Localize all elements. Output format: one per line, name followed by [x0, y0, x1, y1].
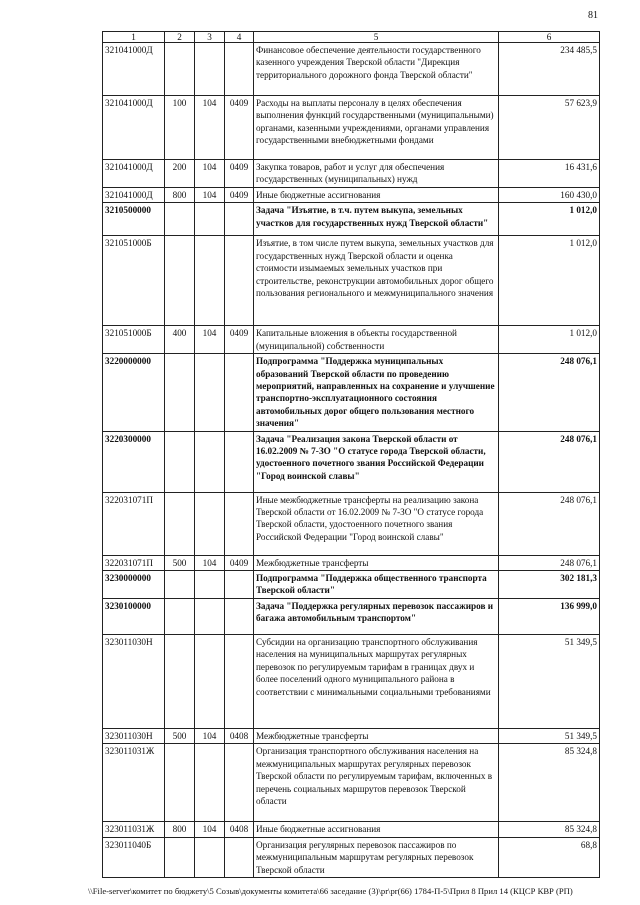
row-expense-type: 200	[165, 160, 195, 188]
row-expense-type	[165, 43, 195, 96]
row-section-code	[225, 236, 254, 326]
row-amount: 57 623,9	[499, 96, 600, 160]
row-amount: 302 181,3	[499, 571, 600, 599]
table-row	[103, 354, 600, 431]
row-description: Организация транспортного обслуживания населения на межмуниципальных маршрутах регулярных перевозок Тверской области по регулируемым тарифам, включенных в перечень социальных маршрутов перевозок Тверской области	[254, 744, 499, 822]
row-description: Подпрограмма "Поддержка общественного транспорта Тверской области"	[254, 571, 499, 599]
row-description: Субсидии на организацию транспортного обслуживания населения на муниципальных маршрутах регулярных перевозок по регулируемым тарифам в границах двух и более поселений одного муниципального района в соответствии с минимальными социальными требованиями	[254, 634, 499, 728]
row-description: Капитальные вложения в объекты государственной (муниципальной) собственности	[254, 326, 499, 354]
row-expense-type: 800	[165, 822, 195, 837]
row-amount: 85 324,8	[499, 744, 600, 822]
row-amount: 136 999,0	[499, 598, 600, 634]
row-section-code	[225, 492, 254, 555]
row-amount: 1 012,0	[499, 326, 600, 354]
table-row	[103, 492, 600, 555]
row-amount: 51 349,5	[499, 634, 600, 728]
table-row	[103, 326, 600, 354]
table-row	[103, 236, 600, 326]
row-expense-type: 500	[165, 728, 195, 743]
file-path-footer: \\File-server\комитет по бюджету\5 Созыв\документы комитета\66 заседание (3)\pr\pr(66) 1784-П-5\Прил 8 Прил 14 (КЦСР КВР (РП)	[88, 886, 573, 896]
column-header-1: 1	[103, 32, 165, 43]
row-description: Закупка товаров, работ и услуг для обеспечения государственных (муниципальных) нужд	[254, 160, 499, 188]
row-admin-code: 104	[195, 555, 225, 570]
row-section-code: 0409	[225, 326, 254, 354]
row-amount: 248 076,1	[499, 555, 600, 570]
row-amount: 68,8	[499, 837, 600, 877]
row-admin-code	[195, 571, 225, 599]
table-row	[103, 728, 600, 743]
table-row	[103, 555, 600, 570]
row-code: 3230000000	[103, 571, 165, 599]
row-code: 3230100000	[103, 598, 165, 634]
row-admin-code: 104	[195, 326, 225, 354]
row-admin-code: 104	[195, 160, 225, 188]
row-description: Иные межбюджетные трансферты на реализацию закона Тверской области от 16.02.2009 № 7-ЗО "О статусе города Тверской области, удостоенного почетного звания Российской Федерации "Город воинской славы"	[254, 492, 499, 555]
row-description: Изъятие, в том числе путем выкупа, земельных участков для государственных нужд Тверской области и оценка стоимости изымаемых земельных участков при строительстве, реконструкции автомобильных дорог общего пользования регионального и межмуниципального значения	[254, 236, 499, 326]
row-amount: 248 076,1	[499, 492, 600, 555]
row-amount: 51 349,5	[499, 728, 600, 743]
row-admin-code: 104	[195, 96, 225, 160]
row-code: 323011031Ж	[103, 744, 165, 822]
row-expense-type: 100	[165, 96, 195, 160]
row-amount: 16 431,6	[499, 160, 600, 188]
row-description: Иные бюджетные ассигнования	[254, 822, 499, 837]
row-description: Межбюджетные трансферты	[254, 555, 499, 570]
row-admin-code	[195, 354, 225, 431]
row-description: Иные бюджетные ассигнования	[254, 188, 499, 203]
row-expense-type	[165, 203, 195, 236]
row-expense-type	[165, 744, 195, 822]
row-expense-type	[165, 837, 195, 877]
row-admin-code	[195, 634, 225, 728]
row-code: 321041000Д	[103, 43, 165, 96]
row-expense-type	[165, 634, 195, 728]
column-header-4: 4	[225, 32, 254, 43]
row-code: 321041000Д	[103, 96, 165, 160]
row-section-code: 0409	[225, 555, 254, 570]
row-code: 321041000Д	[103, 188, 165, 203]
table-row	[103, 598, 600, 634]
table-row	[103, 160, 600, 188]
row-expense-type: 400	[165, 326, 195, 354]
row-admin-code	[195, 837, 225, 877]
row-admin-code	[195, 431, 225, 492]
row-section-code: 0408	[225, 822, 254, 837]
row-admin-code: 104	[195, 822, 225, 837]
row-amount: 160 430,0	[499, 188, 600, 203]
row-section-code	[225, 744, 254, 822]
page-number: 81	[588, 10, 598, 21]
row-admin-code: 104	[195, 728, 225, 743]
row-amount: 248 076,1	[499, 431, 600, 492]
row-section-code	[225, 354, 254, 431]
row-description: Организация регулярных перевозок пассажиров по межмуниципальным маршрутам регулярных перевозок Тверской области	[254, 837, 499, 877]
row-section-code: 0409	[225, 96, 254, 160]
column-header-3: 3	[195, 32, 225, 43]
table-row	[103, 203, 600, 236]
row-admin-code	[195, 492, 225, 555]
table-row	[103, 822, 600, 837]
row-description: Подпрограмма "Поддержка муниципальных образований Тверской области по проведению мероприятий, направленных на сохранение и улучшение транспортно-эксплуатационного состояния автомобильных дорог общего пользования местного значения"	[254, 354, 499, 431]
row-section-code	[225, 43, 254, 96]
row-code: 322031071П	[103, 492, 165, 555]
row-code: 321051000Б	[103, 236, 165, 326]
row-description: Задача "Изъятие, в т.ч. путем выкупа, земельных участков для государственных нужд Тверской области"	[254, 203, 499, 236]
header-row	[103, 32, 600, 43]
row-section-code	[225, 598, 254, 634]
row-description: Задача "Поддержка регулярных перевозок пассажиров и багажа автомобильным транспортом"	[254, 598, 499, 634]
table-row	[103, 744, 600, 822]
table-row	[103, 188, 600, 203]
row-code: 3220300000	[103, 431, 165, 492]
row-section-code	[225, 431, 254, 492]
row-admin-code	[195, 43, 225, 96]
row-section-code: 0408	[225, 728, 254, 743]
row-expense-type	[165, 431, 195, 492]
row-admin-code	[195, 744, 225, 822]
table-row	[103, 634, 600, 728]
row-section-code	[225, 203, 254, 236]
row-description: Расходы на выплаты персоналу в целях обеспечения выполнения функций государственными (муниципальными) органами, казенными учреждениями, органами управления государственными внебюджетными фондами	[254, 96, 499, 160]
column-header-2: 2	[165, 32, 195, 43]
row-expense-type	[165, 492, 195, 555]
row-amount: 1 012,0	[499, 236, 600, 326]
row-code: 323011030Н	[103, 728, 165, 743]
row-code: 3210500000	[103, 203, 165, 236]
table-row	[103, 43, 600, 96]
table-row	[103, 837, 600, 877]
row-code: 3220000000	[103, 354, 165, 431]
row-expense-type	[165, 571, 195, 599]
row-admin-code	[195, 236, 225, 326]
row-code: 321051000Б	[103, 326, 165, 354]
budget-table	[102, 31, 600, 878]
row-amount: 248 076,1	[499, 354, 600, 431]
row-admin-code	[195, 203, 225, 236]
row-section-code	[225, 837, 254, 877]
row-description: Финансовое обеспечение деятельности государственного казенного учреждения Тверской области "Дирекция территориального дорожного фонда Тверской области"	[254, 43, 499, 96]
row-expense-type	[165, 598, 195, 634]
table-row	[103, 431, 600, 492]
row-description: Задача "Реализация закона Тверской области от 16.02.2009 № 7-ЗО "О статусе города Тверской области, удостоенного почетного звания Российской Федерации "Город воинской славы"	[254, 431, 499, 492]
row-expense-type	[165, 236, 195, 326]
row-section-code	[225, 634, 254, 728]
row-code: 323011040Б	[103, 837, 165, 877]
column-header-5: 5	[254, 32, 499, 43]
row-description: Межбюджетные трансферты	[254, 728, 499, 743]
table-row	[103, 96, 600, 160]
row-code: 323011030Н	[103, 634, 165, 728]
row-section-code	[225, 571, 254, 599]
row-expense-type	[165, 354, 195, 431]
row-expense-type: 500	[165, 555, 195, 570]
table-row	[103, 571, 600, 599]
row-section-code: 0409	[225, 160, 254, 188]
row-amount: 1 012,0	[499, 203, 600, 236]
column-header-6: 6	[499, 32, 600, 43]
row-admin-code: 104	[195, 188, 225, 203]
row-admin-code	[195, 598, 225, 634]
row-amount: 234 485,5	[499, 43, 600, 96]
row-code: 322031071П	[103, 555, 165, 570]
row-code: 321041000Д	[103, 160, 165, 188]
row-amount: 85 324,8	[499, 822, 600, 837]
row-expense-type: 800	[165, 188, 195, 203]
table-body	[103, 32, 600, 878]
row-section-code: 0409	[225, 188, 254, 203]
row-code: 323011031Ж	[103, 822, 165, 837]
